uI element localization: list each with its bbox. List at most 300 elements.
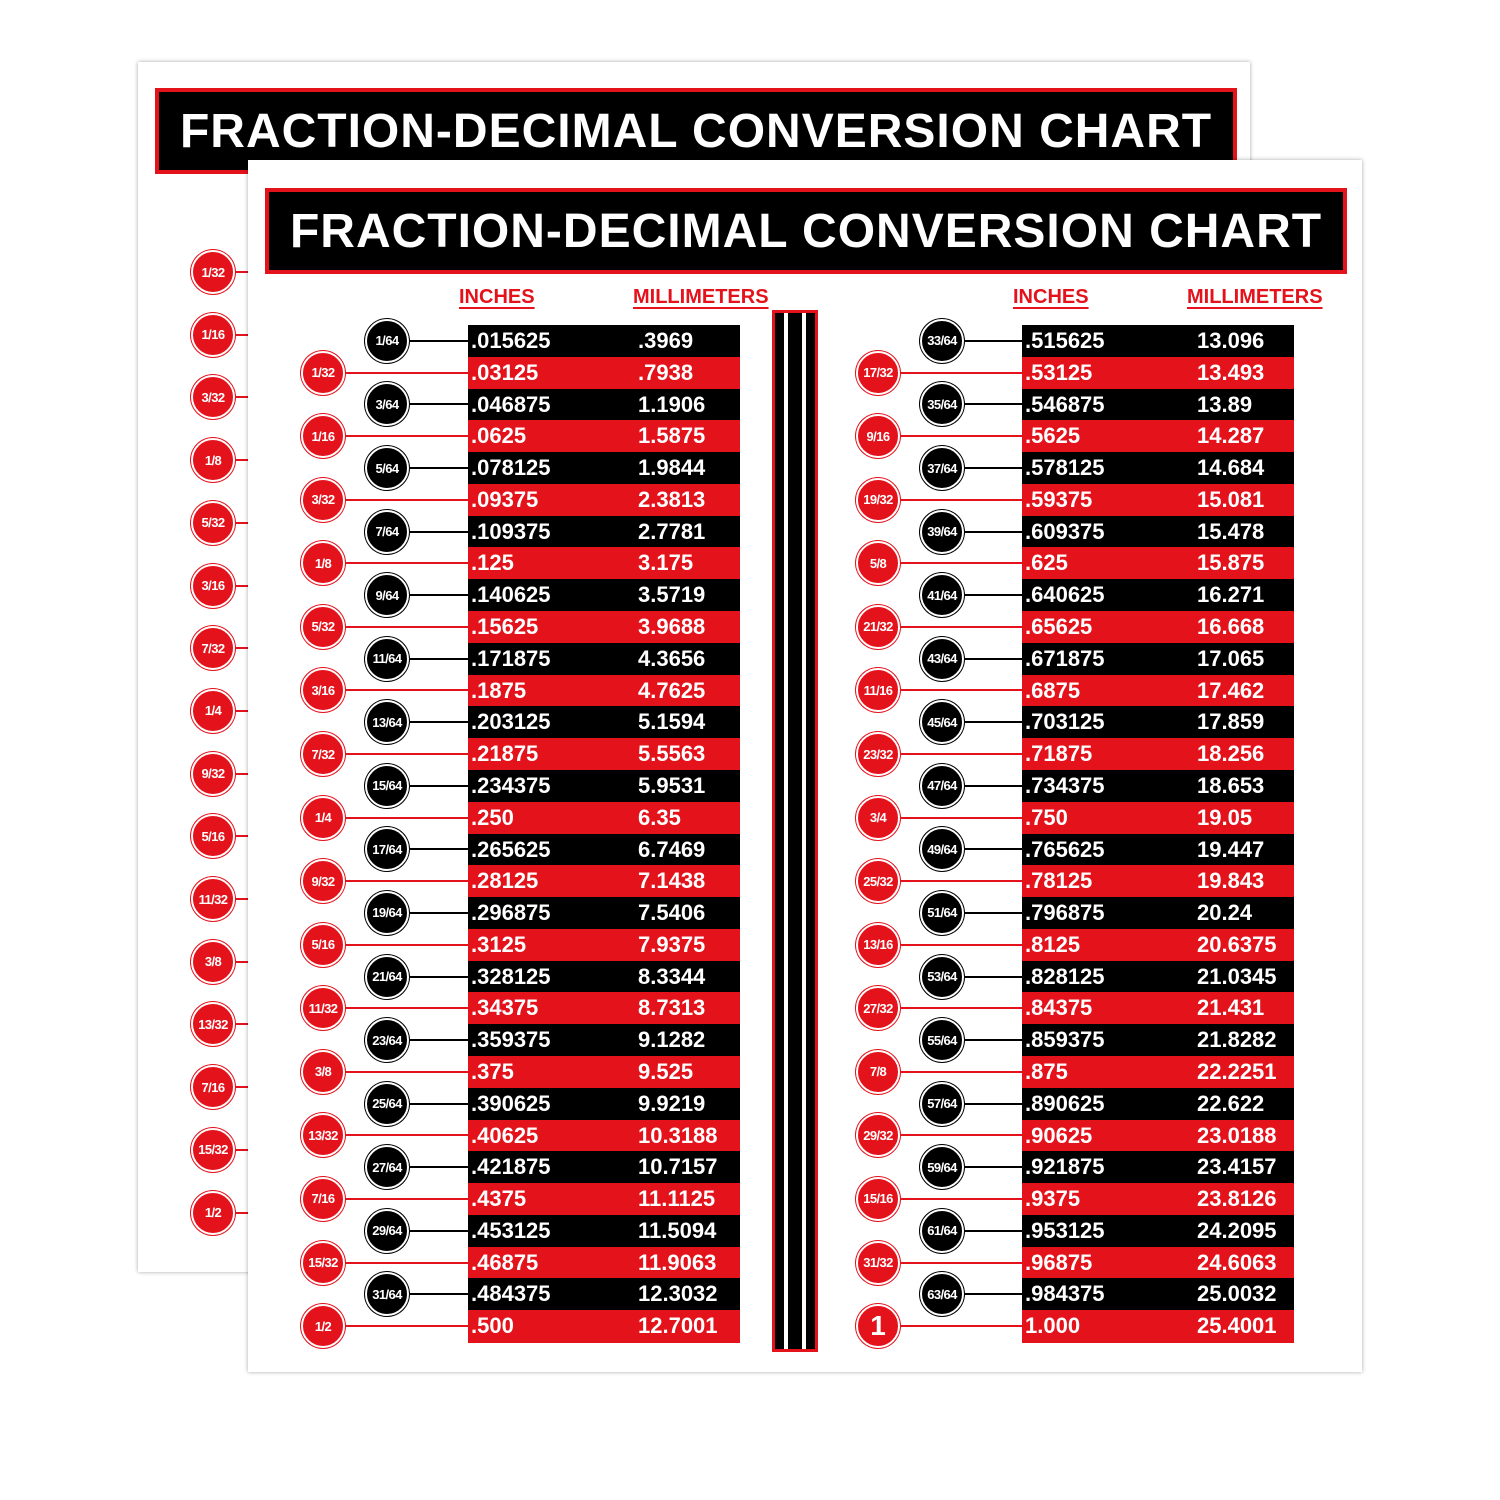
table-row	[468, 1215, 740, 1247]
fraction-circle	[301, 732, 345, 776]
fraction-label: 5/64	[375, 460, 399, 476]
fraction-circle	[191, 940, 235, 984]
fraction-label: 1/2	[204, 1205, 222, 1220]
table-row	[1022, 1278, 1294, 1310]
fraction-label: 9/32	[201, 766, 225, 782]
fraction-circle	[301, 986, 345, 1030]
inches-value: .140625	[471, 582, 551, 608]
millimeters-value: 13.89	[1197, 391, 1253, 417]
table-row	[468, 865, 740, 897]
fraction-label: 7/32	[311, 746, 335, 762]
fraction-label: 43/64	[927, 651, 957, 667]
fraction-label: 27/32	[863, 1000, 893, 1016]
table-row	[1022, 738, 1294, 770]
fraction-circle	[301, 351, 345, 395]
fraction-label: 11/64	[372, 651, 402, 667]
millimeters-value: 3.9688	[638, 614, 706, 640]
left-inches-header: INCHES	[459, 286, 535, 308]
table-row	[468, 1056, 740, 1088]
fraction-circle	[191, 501, 235, 545]
inches-value: .0625	[471, 423, 527, 449]
fraction-label: 63/64	[927, 1286, 957, 1302]
millimeters-value: 15.875	[1197, 550, 1265, 576]
table-row	[1022, 579, 1294, 611]
fraction-label: 59/64	[927, 1159, 957, 1175]
fraction-label: 33/64	[927, 333, 957, 349]
table-row	[468, 706, 740, 738]
inches-value: .828125	[1025, 963, 1105, 989]
table-row	[1022, 357, 1294, 389]
fraction-circle	[856, 1177, 900, 1221]
fraction-label: 29/64	[372, 1223, 402, 1239]
fraction-circle	[365, 1209, 409, 1253]
fraction-label: 3/8	[314, 1064, 332, 1080]
inches-value: .796875	[1025, 900, 1105, 926]
millimeters-value: 7.9375	[638, 931, 706, 957]
fraction-label: 9/16	[866, 428, 890, 444]
table-row	[468, 516, 740, 548]
table-row	[468, 579, 740, 611]
millimeters-value: 11.1125	[638, 1186, 716, 1212]
table-row	[1022, 897, 1294, 929]
fraction-label: 55/64	[927, 1032, 957, 1048]
millimeters-value: 7.1438	[638, 868, 706, 894]
table-row	[1022, 1151, 1294, 1183]
left-millimeters-header: MILLIMETERS	[633, 286, 769, 308]
fraction-circle	[191, 313, 235, 357]
fraction-label: 23/64	[372, 1032, 402, 1048]
fraction-circle	[191, 1191, 235, 1235]
millimeters-value: 25.4001	[1197, 1313, 1277, 1339]
fraction-label: 3/32	[201, 389, 225, 405]
fraction-circle	[856, 605, 900, 649]
fraction-circle	[920, 891, 964, 935]
fraction-label: 5/16	[201, 828, 225, 844]
inches-value: .703125	[1025, 709, 1105, 735]
fraction-label: 7/16	[201, 1079, 225, 1095]
inches-value: .250	[471, 804, 514, 830]
fraction-label: 1/8	[204, 452, 222, 468]
fraction-circle	[301, 859, 345, 903]
millimeters-value: 19.447	[1197, 836, 1265, 862]
millimeters-value: 15.478	[1197, 518, 1265, 544]
fraction-label: 45/64	[927, 714, 957, 730]
right-inches-header: INCHES	[1013, 286, 1089, 308]
inches-value: .84375	[1025, 995, 1093, 1021]
fraction-label: 5/16	[311, 937, 335, 953]
millimeters-value: 16.271	[1197, 582, 1265, 608]
chart-title: FRACTION-DECIMAL CONVERSION CHART	[265, 188, 1347, 274]
table-row	[1022, 961, 1294, 993]
fraction-label: 31/64	[372, 1286, 402, 1302]
fraction-circle	[301, 796, 345, 840]
table-row	[468, 1183, 740, 1215]
table-row	[468, 770, 740, 802]
fraction-circle	[191, 689, 235, 733]
table-row	[468, 611, 740, 643]
table-row	[1022, 1310, 1294, 1342]
table-row	[468, 643, 740, 675]
millimeters-value: .7938	[638, 359, 694, 385]
inches-value: .53125	[1025, 359, 1093, 385]
fraction-label: 1/16	[201, 327, 225, 343]
fraction-label: 35/64	[927, 396, 957, 412]
table-row	[468, 929, 740, 961]
fraction-circle	[920, 1018, 964, 1062]
inches-value: .390625	[471, 1090, 551, 1116]
table-row	[468, 484, 740, 516]
fraction-label: 31/32	[863, 1255, 893, 1271]
millimeters-value: 1.9844	[638, 455, 706, 481]
fraction-circle	[856, 1304, 900, 1348]
inches-value: .5625	[1025, 423, 1081, 449]
inches-value: .921875	[1025, 1154, 1105, 1180]
table-row	[468, 547, 740, 579]
millimeters-value: 3.5719	[638, 582, 706, 608]
millimeters-value: 21.0345	[1197, 963, 1277, 989]
millimeters-value: 4.3656	[638, 645, 706, 671]
fraction-circle	[365, 1082, 409, 1126]
fraction-label: 5/32	[201, 515, 225, 531]
table-row	[468, 1247, 740, 1279]
millimeters-value: 22.622	[1197, 1090, 1265, 1116]
inches-value: .8125	[1025, 931, 1081, 957]
millimeters-value: 12.3032	[638, 1281, 718, 1307]
fraction-label: 51/64	[927, 905, 957, 921]
fraction-label: 25/32	[863, 873, 893, 889]
fraction-label: 47/64	[927, 778, 957, 794]
fraction-circle	[191, 1128, 235, 1172]
table-row	[1022, 865, 1294, 897]
fraction-circle	[920, 955, 964, 999]
fraction-circle	[191, 250, 235, 294]
fraction-circle	[191, 877, 235, 921]
inches-value: .265625	[471, 836, 551, 862]
table-row	[1022, 611, 1294, 643]
fraction-circle	[301, 923, 345, 967]
fraction-circle	[301, 1304, 345, 1348]
fraction-circle	[365, 700, 409, 744]
fraction-circle	[856, 414, 900, 458]
table-row	[468, 452, 740, 484]
fraction-circle	[856, 986, 900, 1030]
millimeters-value: 10.7157	[638, 1154, 718, 1180]
fraction-circle	[856, 1241, 900, 1285]
millimeters-value: 11.9063	[638, 1249, 717, 1275]
table-row	[1022, 643, 1294, 675]
fraction-circle	[365, 573, 409, 617]
table-row	[468, 834, 740, 866]
inches-value: .859375	[1025, 1027, 1105, 1053]
table-row	[468, 992, 740, 1024]
millimeters-value: 1.5875	[638, 423, 706, 449]
fraction-circle	[920, 700, 964, 744]
table-row	[468, 1151, 740, 1183]
inches-value: .09375	[471, 486, 539, 512]
millimeters-value: 2.7781	[638, 518, 706, 544]
back-chart-title: FRACTION-DECIMAL CONVERSION CHART	[155, 88, 1237, 174]
fraction-circle	[365, 764, 409, 808]
fraction-label: 1/32	[201, 264, 225, 280]
inches-value: .453125	[471, 1217, 551, 1243]
inches-value: .1875	[471, 677, 527, 703]
fraction-circle	[920, 1082, 964, 1126]
fraction-label: 53/64	[927, 969, 957, 985]
fraction-circle	[856, 478, 900, 522]
inches-value: .34375	[471, 995, 539, 1021]
inches-value: .296875	[471, 900, 551, 926]
millimeters-value: 8.7313	[638, 995, 706, 1021]
millimeters-value: 6.7469	[638, 836, 706, 862]
fraction-label: 3/8	[204, 954, 222, 970]
right-millimeters-header: MILLIMETERS	[1187, 286, 1323, 308]
fraction-label: 7/32	[201, 640, 225, 656]
table-row	[1022, 452, 1294, 484]
millimeters-value: 19.05	[1197, 804, 1253, 830]
millimeters-value: 6.35	[638, 804, 681, 830]
inches-value: .328125	[471, 963, 551, 989]
fraction-label: 9/64	[375, 587, 399, 603]
inches-value: .500	[471, 1313, 514, 1339]
fraction-label: 3/16	[201, 578, 225, 593]
millimeters-value: .3969	[638, 328, 694, 353]
fraction-label: 11/16	[863, 682, 893, 698]
fraction-label: 1	[870, 1310, 886, 1342]
millimeters-value: 21.8282	[1197, 1027, 1277, 1053]
fraction-label: 7/16	[311, 1191, 335, 1207]
table-row	[1022, 1120, 1294, 1152]
inches-value: .953125	[1025, 1217, 1105, 1243]
fraction-circle	[365, 446, 409, 490]
millimeters-value: 17.065	[1197, 645, 1265, 671]
inches-value: .4375	[471, 1186, 527, 1212]
fraction-circle	[301, 1241, 345, 1285]
inches-value: .875	[1025, 1058, 1068, 1084]
fraction-label: 25/64	[372, 1096, 402, 1112]
fraction-label: 49/64	[927, 841, 957, 857]
inches-value: .3125	[471, 931, 527, 957]
millimeters-value: 8.3344	[638, 963, 706, 989]
fraction-label: 15/64	[372, 778, 402, 794]
fraction-label: 57/64	[927, 1096, 957, 1112]
inches-value: .015625	[471, 328, 551, 353]
fraction-label: 17/64	[372, 841, 402, 857]
inches-value: .625	[1025, 550, 1068, 576]
fraction-label: 1/4	[204, 703, 222, 719]
inches-value: 1.000	[1025, 1313, 1081, 1339]
inches-value: .046875	[471, 391, 551, 417]
fraction-label: 5/8	[869, 555, 887, 571]
table-row	[468, 897, 740, 929]
fraction-label: 13/32	[308, 1127, 338, 1143]
fraction-circle	[301, 1177, 345, 1221]
fraction-circle	[856, 796, 900, 840]
fraction-circle	[856, 859, 900, 903]
fraction-circle	[365, 1272, 409, 1316]
inches-value: .40625	[471, 1122, 539, 1148]
inches-value: .109375	[471, 518, 551, 544]
fraction-label: 21/64	[372, 969, 402, 985]
fraction-circle	[856, 923, 900, 967]
table-row	[468, 1310, 740, 1342]
table-row	[468, 1278, 740, 1310]
millimeters-value: 23.0188	[1197, 1122, 1277, 1148]
fraction-circle	[191, 1065, 235, 1109]
fraction-label: 1/64	[375, 333, 399, 349]
fraction-circle	[365, 891, 409, 935]
fraction-circle	[920, 1209, 964, 1253]
table-row	[1022, 389, 1294, 421]
table-row	[468, 1088, 740, 1120]
fraction-label: 37/64	[927, 460, 957, 476]
fraction-circle	[191, 752, 235, 796]
table-row	[468, 738, 740, 770]
table-row	[1022, 547, 1294, 579]
millimeters-value: 14.287	[1197, 423, 1265, 449]
fraction-circle	[920, 573, 964, 617]
table-row	[1022, 802, 1294, 834]
table-row	[1022, 1056, 1294, 1088]
millimeters-value: 19.843	[1197, 868, 1265, 894]
millimeters-value: 9.1282	[638, 1027, 706, 1053]
inches-value: .546875	[1025, 391, 1105, 417]
millimeters-value: 15.081	[1197, 486, 1265, 512]
fraction-label: 27/64	[372, 1159, 402, 1175]
fraction-label: 11/32	[308, 1000, 338, 1016]
table-row	[1022, 325, 1294, 357]
inches-value: .125	[471, 550, 514, 576]
inches-value: .234375	[471, 772, 551, 798]
millimeters-value: 25.0032	[1197, 1281, 1277, 1307]
inches-value: .6875	[1025, 677, 1081, 703]
fraction-label: 3/4	[869, 810, 887, 826]
millimeters-value: 5.1594	[638, 709, 706, 735]
fraction-label: 21/32	[863, 619, 893, 635]
fraction-label: 1/8	[314, 555, 332, 571]
millimeters-value: 17.859	[1197, 709, 1265, 735]
inches-value: .28125	[471, 868, 539, 894]
table-row	[1022, 1215, 1294, 1247]
inches-value: .65625	[1025, 614, 1093, 640]
fraction-label: 7/8	[869, 1064, 887, 1080]
inches-value: .890625	[1025, 1090, 1105, 1116]
inches-value: .03125	[471, 359, 539, 385]
fraction-circle	[365, 637, 409, 681]
fraction-label: 7/64	[375, 524, 399, 540]
millimeters-value: 21.431	[1197, 995, 1265, 1021]
fraction-circle	[920, 1145, 964, 1189]
table-row	[1022, 1247, 1294, 1279]
inches-value: .96875	[1025, 1249, 1093, 1275]
inches-value: .9375	[1025, 1186, 1081, 1212]
table-row	[1022, 420, 1294, 452]
millimeters-value: 23.8126	[1197, 1186, 1277, 1212]
fraction-label: 5/32	[311, 619, 335, 635]
fraction-label: 41/64	[927, 587, 957, 603]
fraction-circle	[191, 626, 235, 670]
fraction-label: 1/2	[314, 1318, 332, 1334]
table-row	[1022, 992, 1294, 1024]
inches-value: .515625	[1025, 328, 1105, 353]
millimeters-value: 11.5094	[638, 1217, 717, 1243]
fraction-label: 19/32	[863, 492, 893, 508]
fraction-label: 61/64	[927, 1223, 957, 1239]
fraction-circle	[191, 438, 235, 482]
fraction-label: 3/32	[311, 492, 335, 508]
millimeters-value: 13.096	[1197, 328, 1265, 353]
table-row	[1022, 484, 1294, 516]
fraction-circle	[365, 510, 409, 554]
fraction-label: 39/64	[927, 524, 957, 540]
table-row	[1022, 770, 1294, 802]
millimeters-value: 16.668	[1197, 614, 1265, 640]
fraction-circle	[365, 1018, 409, 1062]
inches-value: .171875	[471, 645, 551, 671]
inches-value: .984375	[1025, 1281, 1105, 1307]
fraction-label: 13/64	[372, 714, 402, 730]
millimeters-value: 10.3188	[638, 1122, 718, 1148]
fraction-label: 15/32	[308, 1255, 338, 1271]
fraction-label: 13/16	[863, 937, 893, 953]
millimeters-value: 5.5563	[638, 741, 706, 767]
table-row	[468, 389, 740, 421]
fraction-label: 9/32	[311, 873, 335, 889]
millimeters-value: 9.9219	[638, 1090, 706, 1116]
fraction-circle	[856, 351, 900, 395]
fraction-label: 1/16	[311, 428, 335, 444]
fraction-label: 19/64	[372, 905, 402, 921]
inches-value: .359375	[471, 1027, 551, 1053]
fraction-circle	[365, 319, 409, 363]
table-row	[468, 420, 740, 452]
fraction-circle	[301, 414, 345, 458]
fraction-circle	[365, 1145, 409, 1189]
fraction-circle	[920, 637, 964, 681]
fraction-circle	[301, 1050, 345, 1094]
millimeters-value: 24.6063	[1197, 1249, 1277, 1275]
fraction-label: 11/32	[198, 891, 228, 907]
inches-value: .671875	[1025, 645, 1105, 671]
inches-value: .203125	[471, 709, 551, 735]
fraction-label: 15/16	[863, 1191, 893, 1207]
inches-value: .484375	[471, 1281, 551, 1307]
table-row	[1022, 1024, 1294, 1056]
fraction-circle	[856, 732, 900, 776]
table-row	[1022, 929, 1294, 961]
table-row	[1022, 1183, 1294, 1215]
inches-value: .640625	[1025, 582, 1105, 608]
table-row	[1022, 834, 1294, 866]
fraction-circle	[301, 478, 345, 522]
inches-value: .750	[1025, 804, 1068, 830]
inches-value: .421875	[471, 1154, 551, 1180]
fraction-circle	[920, 510, 964, 554]
millimeters-value: 12.7001	[638, 1313, 718, 1339]
inches-value: .90625	[1025, 1122, 1093, 1148]
table-row	[1022, 516, 1294, 548]
fraction-circle	[920, 319, 964, 363]
millimeters-value: 18.653	[1197, 772, 1265, 798]
millimeters-value: 2.3813	[638, 486, 706, 512]
table-row	[468, 961, 740, 993]
table-row	[468, 675, 740, 707]
fraction-label: 1/32	[311, 365, 335, 381]
millimeters-value: 23.4157	[1197, 1154, 1277, 1180]
inches-value: .78125	[1025, 868, 1093, 894]
fraction-circle	[920, 1272, 964, 1316]
table-row	[468, 1024, 740, 1056]
table-row	[468, 357, 740, 389]
